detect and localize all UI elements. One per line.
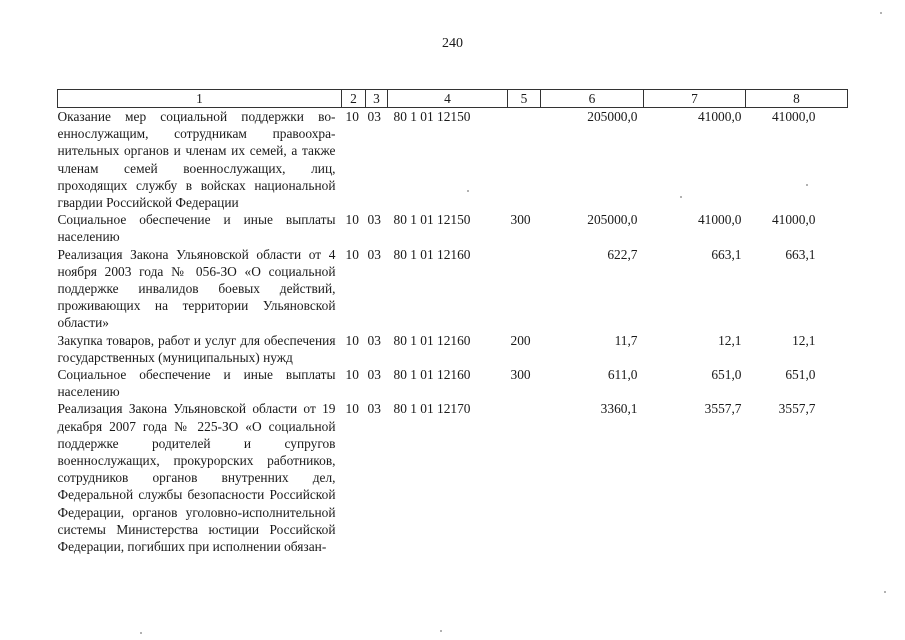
row-value-col7: 41000,0 [697, 212, 742, 228]
row-description: Реализация Закона Ульяновской области от 4 ноября 2003 года № 056-ЗО «О социальной поддержке инвалидов боевых действий, проживающих на территории Ульяновской области» [57, 246, 336, 331]
page-number: 240 [442, 36, 463, 51]
table-body [58, 108, 848, 556]
table-row [58, 211, 848, 245]
row-target-code: 80 1 01 12170 [393, 401, 471, 417]
scan-speck [440, 630, 442, 632]
table-row [58, 246, 848, 332]
column-header-6: 6 [541, 90, 644, 108]
scan-speck [680, 196, 682, 198]
column-header-7: 7 [644, 90, 746, 108]
table-row [58, 332, 848, 366]
row-subsection: 03 [367, 212, 381, 228]
scan-speck [467, 190, 469, 192]
row-value-col8: 651,0 [785, 367, 816, 383]
scan-speck [880, 12, 882, 14]
row-value-col8: 663,1 [785, 246, 816, 262]
row-value-col6: 205000,0 [587, 212, 638, 228]
row-value-col7: 3557,7 [704, 401, 742, 417]
row-description: Оказание мер социальной поддержки военнослужащим, сотрудникам правоохранительных органов и членам их семей, а также членам семей военнослужащих, лиц, проходящих службу в войсках национальной гвардии Российской Федерации [57, 109, 336, 211]
budget-table [57, 89, 848, 555]
row-section: 10 [345, 332, 359, 348]
column-number-row [58, 90, 848, 108]
table-row [58, 108, 848, 212]
row-description: Закупка товаров, работ и услуг для обеспечения государственных (муниципальных) нужд [57, 332, 336, 365]
column-header-5: 5 [508, 90, 541, 108]
column-header-8: 8 [746, 90, 848, 108]
row-target-code: 80 1 01 12160 [393, 246, 471, 262]
row-subsection: 03 [367, 246, 381, 262]
row-section: 10 [345, 246, 359, 262]
row-section: 10 [345, 367, 359, 383]
row-value-col7: 663,1 [711, 246, 742, 262]
row-target-code: 80 1 01 12160 [393, 367, 471, 383]
row-value-col6: 622,7 [607, 246, 638, 262]
row-subsection: 03 [367, 367, 381, 383]
row-expense-type: 300 [510, 367, 531, 383]
row-subsection: 03 [367, 332, 381, 348]
column-header-4: 4 [388, 90, 508, 108]
column-header-2: 2 [342, 90, 366, 108]
row-section: 10 [345, 212, 359, 228]
row-target-code: 80 1 01 12150 [393, 212, 471, 228]
scan-speck [140, 632, 142, 634]
column-header-3: 3 [366, 90, 388, 108]
row-description: Социальное обеспечение и иные выплаты населению [57, 212, 336, 245]
row-target-code: 80 1 01 12160 [393, 332, 471, 348]
row-section: 10 [345, 401, 359, 417]
row-value-col8: 3557,7 [778, 401, 816, 417]
row-subsection: 03 [367, 109, 381, 124]
row-value-col6: 205000,0 [587, 109, 638, 124]
row-target-code: 80 1 01 12150 [393, 109, 471, 124]
table-row [58, 400, 848, 555]
column-header-1: 1 [58, 90, 342, 108]
row-description: Социальное обеспечение и иные выплаты населению [57, 367, 336, 400]
row-value-col7: 651,0 [711, 367, 742, 383]
row-subsection: 03 [367, 401, 381, 417]
row-expense-type [508, 246, 541, 332]
row-value-col6: 11,7 [614, 332, 638, 348]
row-value-col6: 3360,1 [600, 401, 638, 417]
row-value-col6: 611,0 [607, 367, 638, 383]
row-value-col8: 41000,0 [771, 109, 816, 124]
table-header [58, 90, 848, 108]
row-expense-type: 200 [510, 332, 531, 348]
row-expense-type: 300 [510, 212, 531, 228]
scan-speck [806, 184, 808, 186]
table-row [58, 366, 848, 400]
row-value-col8: 12,1 [792, 332, 816, 348]
row-description: Реализация Закона Ульяновской области от 19 декабря 2007 года № 225-ЗО «О социальной поддержке родителей и супругов военнослужащих, прокурорских работников, сотрудников органов внутренних дел, Федеральной службы безопасности Российской Федерации, органов уголовно-исполнительной системы Министерства юстиции Российской Федерации, погибших при исполнении обязан- [57, 401, 336, 555]
row-expense-type [508, 400, 541, 555]
row-value-col8: 41000,0 [771, 212, 816, 228]
row-value-col7: 12,1 [718, 332, 742, 348]
scan-speck [884, 591, 886, 593]
row-expense-type [508, 108, 541, 212]
row-value-col7: 41000,0 [697, 109, 742, 124]
row-section: 10 [345, 109, 359, 124]
